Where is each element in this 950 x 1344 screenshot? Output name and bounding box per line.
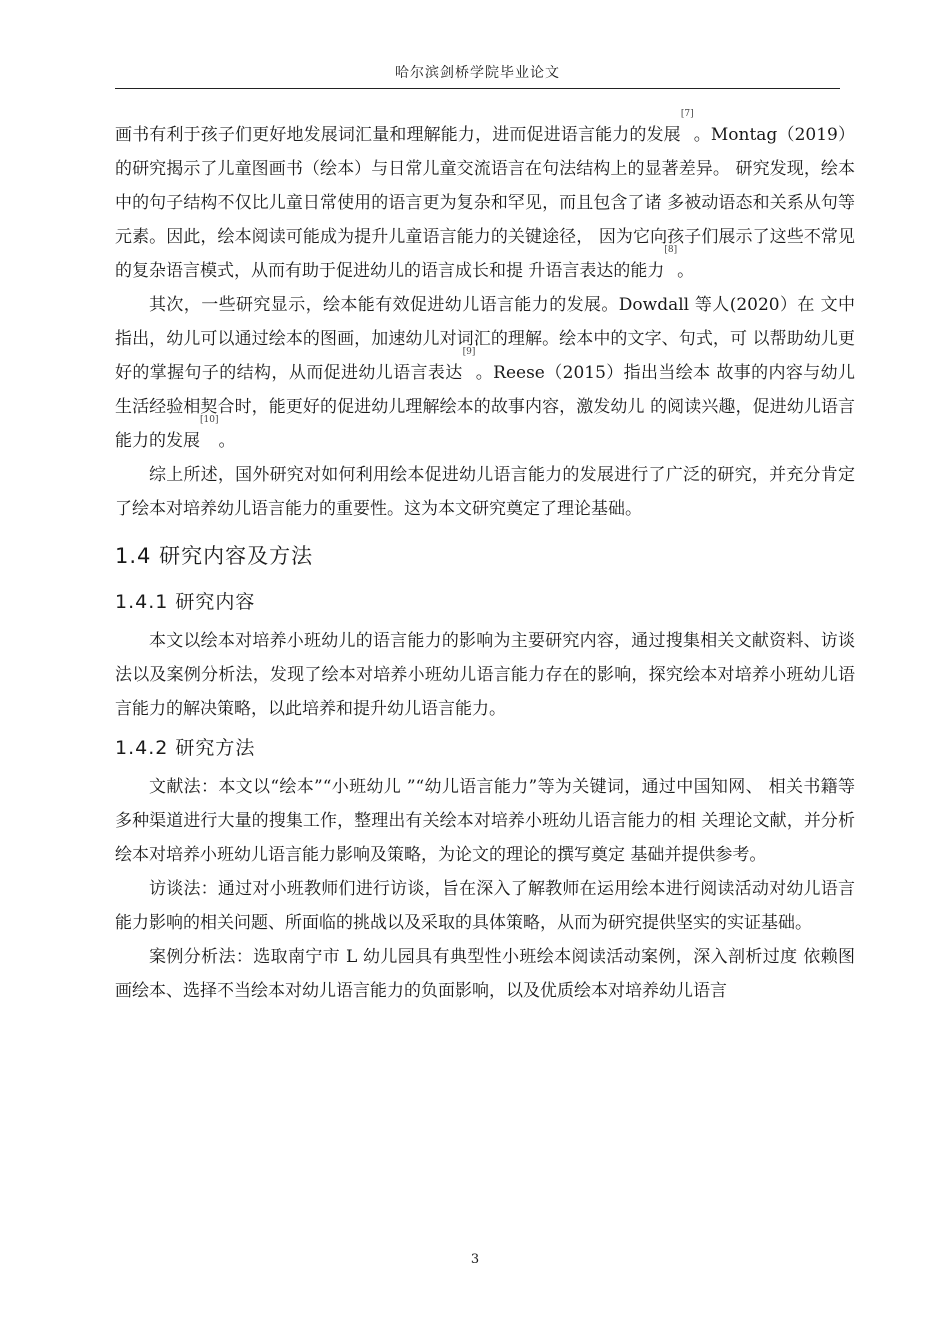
paragraph-text: 。	[218, 431, 236, 451]
subsection-heading: 1.4.2 研究方法	[115, 737, 256, 759]
running-header: 哈尔滨剑桥学院毕业论文	[395, 65, 560, 81]
header-rule	[115, 88, 840, 89]
citation-ref: [9]	[462, 347, 476, 357]
citation-ref: [8]	[664, 245, 678, 255]
page-number: 3	[470, 1252, 480, 1267]
paragraph: 综上所述，国外研究对如何利用绘本促进幼儿语言能力的发展进行了广泛的研究，并充分肯定了绘本对培养幼儿语言能力的重要性。这为本文研究奠定了理论基础。	[115, 465, 855, 519]
paragraph: 本文以绘本对培养小班幼儿的语言能力的影响为主要研究内容，通过搜集相关文献资料、访谈法以及案例分析法，发现了绘本对培养小班幼儿语言能力存在的影响，探究绘本对培养小班幼儿语言能力的解决策略，以此培养和提升幼儿语言能力。	[115, 631, 855, 719]
paragraph: 文献法：本文以“绘本”“小班幼儿 ”“幼儿语言能力”等为关键词，通过中国知网、 相关书籍等多种渠道进行大量的搜集工作，整理出有关绘本对培养小班幼儿语言能力的相 关理论文献，并分析绘本对培养小班幼儿语言能力影响及策略，为论文的理论的撰写奠定 基础并提供参考。	[115, 777, 855, 865]
paragraph: 访谈法：通过对小班教师们进行访谈，旨在深入了解教师在运用绘本进行阅读活动对幼儿语言能力影响的相关问题、所面临的挑战以及采取的具体策略，从而为研究提供坚实的实证基础。	[115, 879, 855, 933]
paragraph-text: 。Montag（2019）的研究揭示了儿童图画书（绘本）与日常儿童交流语言在句法结构上的显著差异。 研究发现，绘本中的句子结构不仅比儿童日常使用的语言更为复杂和罕见，而且包含了诸 多被动语态和关系从句等元素。因此，绘本阅读可能成为提升儿童语言能力的关键途径， 因为它向孩子们展示了这些不常见的复杂语言模式，从而有助于促进幼儿的语言成长和提 升语言表达的能力	[115, 125, 856, 281]
paragraph-text: 。Reese（2015）指出当绘本 故事的内容与幼儿生活经验相契合时，能更好的促进幼儿理解绘本的故事内容，激发幼儿 的阅读兴趣，促进幼儿语言能力的发展	[115, 363, 856, 451]
paragraph-text: 其次，一些研究显示，绘本能有效促进幼儿语言能力的发展。Dowdall 等人(2020）在 文中指出，幼儿可以通过绘本的图画，加速幼儿对词汇的理解。绘本中的文字、句式，可 以帮助幼儿更好的掌握句子的结构，从而促进幼儿语言表达	[115, 295, 855, 383]
paragraph	[115, 288, 855, 458]
section-heading: 1.4 研究内容及方法	[115, 544, 314, 568]
paragraph: 案例分析法：选取南宁市 L 幼儿园具有典型性小班绘本阅读活动案例，深入剖析过度 依赖图画绘本、选择不当绘本对幼儿语言能力的负面影响，以及优质绘本对培养幼儿语言	[115, 947, 855, 1001]
paragraph-text: 画书有利于孩子们更好地发展词汇量和理解能力，进而促进语言能力的发展	[115, 125, 681, 145]
citation-ref: [10]	[200, 415, 219, 425]
paragraph-continued	[115, 109, 856, 288]
page-body	[115, 109, 856, 1008]
subsection-heading: 1.4.1 研究内容	[115, 591, 256, 613]
citation-ref: [7]	[680, 109, 694, 119]
paragraph-text: 。	[677, 261, 695, 281]
